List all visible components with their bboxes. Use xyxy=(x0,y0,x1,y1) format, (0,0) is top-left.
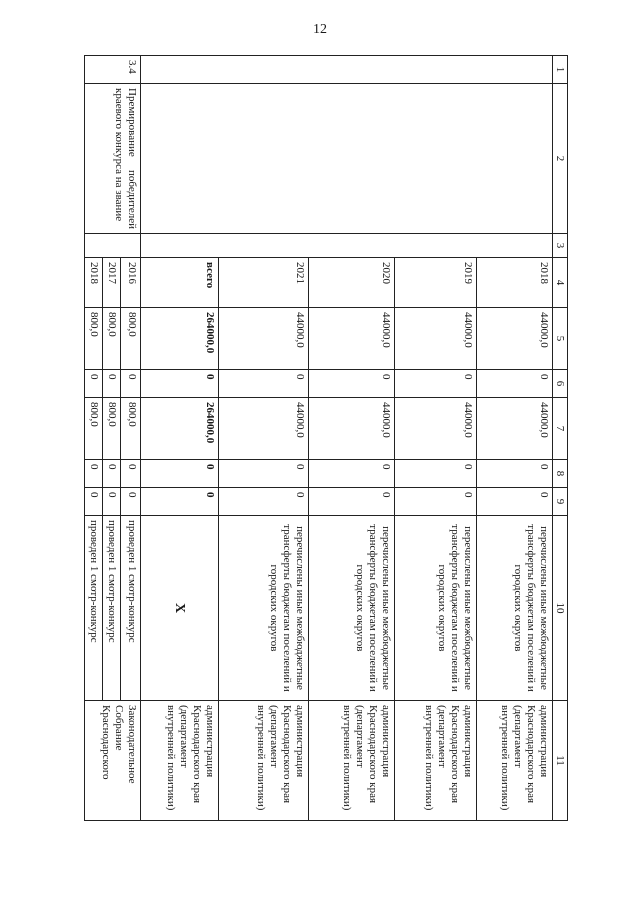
cell-value: 0 xyxy=(85,488,103,516)
cell-item-number: 3.4 xyxy=(85,56,141,84)
cell-empty xyxy=(85,234,141,258)
col-num: 8 xyxy=(553,460,568,488)
cell-result: перечислены иные межбюджетные трансферты бюджетам поселений и городских округов xyxy=(395,516,477,701)
col-num: 6 xyxy=(553,370,568,398)
cell-value: 0 xyxy=(309,370,395,398)
cell-year: 2019 xyxy=(395,258,477,308)
cell-value: 264000,0 xyxy=(141,308,219,370)
cell-value: 0 xyxy=(103,488,121,516)
cell-value: 800,0 xyxy=(121,308,141,370)
table-row xyxy=(477,56,553,821)
cell-year: 2017 xyxy=(103,258,121,308)
cell-value: 800,0 xyxy=(103,308,121,370)
cell-executor: администрация Краснодарского края (департамент внутренней политики) xyxy=(477,701,553,821)
cell-empty xyxy=(141,234,553,258)
cell-value: 0 xyxy=(121,460,141,488)
col-num: 9 xyxy=(553,488,568,516)
column-number-row xyxy=(553,56,568,821)
rotated-table-wrapper xyxy=(88,55,568,820)
cell-value: 0 xyxy=(141,370,219,398)
col-num: 3 xyxy=(553,234,568,258)
cell-result: перечислены иные межбюджетные трансферты бюджетам поселений и городских округов xyxy=(309,516,395,701)
page-number: 12 xyxy=(313,22,327,37)
cell-year: 2018 xyxy=(85,258,103,308)
cell-value: 0 xyxy=(219,460,309,488)
cell-value: 0 xyxy=(477,488,553,516)
col-num: 4 xyxy=(553,258,568,308)
cell-value: 0 xyxy=(85,370,103,398)
cell-value: 800,0 xyxy=(85,308,103,370)
cell-value: 0 xyxy=(141,488,219,516)
cell-value: 0 xyxy=(309,460,395,488)
cell-value: 0 xyxy=(395,488,477,516)
cell-value: 44000,0 xyxy=(219,308,309,370)
cell-value: 800,0 xyxy=(121,398,141,460)
cell-executor: администрация Краснодарского края (департамент внутренней политики) xyxy=(141,701,219,821)
cell-year: 2018 xyxy=(477,258,553,308)
col-num: 5 xyxy=(553,308,568,370)
col-num: 11 xyxy=(553,701,568,821)
cell-result: перечислены иные межбюджетные трансферты бюджетам поселений и городских округов xyxy=(477,516,553,701)
cell-value: 44000,0 xyxy=(219,398,309,460)
cell-executor: Законодательное Собрание Краснодарского xyxy=(85,701,141,821)
cell-executor: администрация Краснодарского края (департамент внутренней политики) xyxy=(219,701,309,821)
cell-year: 2020 xyxy=(309,258,395,308)
cell-result: X xyxy=(141,516,219,701)
cell-value: 44000,0 xyxy=(395,308,477,370)
col-num: 7 xyxy=(553,398,568,460)
cell-result: перечислены иные межбюджетные трансферты бюджетам поселений и городских округов xyxy=(219,516,309,701)
cell-value: 0 xyxy=(395,460,477,488)
cell-value: 0 xyxy=(121,370,141,398)
cell-value: 0 xyxy=(103,460,121,488)
cell-year: 2021 xyxy=(219,258,309,308)
cell-total-label: всего xyxy=(141,258,219,308)
cell-value: 0 xyxy=(477,370,553,398)
cell-value: 0 xyxy=(141,460,219,488)
cell-value: 44000,0 xyxy=(309,308,395,370)
col-num: 2 xyxy=(553,84,568,234)
cell-result: проведен 1 смотр-конкурс xyxy=(121,516,141,701)
program-table xyxy=(84,55,568,821)
cell-value: 44000,0 xyxy=(309,398,395,460)
cell-value: 0 xyxy=(395,370,477,398)
cell-value: 0 xyxy=(103,370,121,398)
col-num: 1 xyxy=(553,56,568,84)
cell-empty xyxy=(141,84,553,234)
cell-result: проведен 1 смотр-конкурс xyxy=(85,516,103,701)
cell-item-name: Премирование победителей краевого конкурса на звание xyxy=(85,84,141,234)
cell-value: 0 xyxy=(219,488,309,516)
cell-value: 0 xyxy=(219,370,309,398)
cell-value: 0 xyxy=(121,488,141,516)
col-num: 10 xyxy=(553,516,568,701)
table-row xyxy=(121,56,141,821)
cell-value: 44000,0 xyxy=(477,398,553,460)
cell-executor: администрация Краснодарского края (департамент внутренней политики) xyxy=(309,701,395,821)
cell-executor: администрация Краснодарского края (департамент внутренней политики) xyxy=(395,701,477,821)
cell-result: проведен 1 смотр-конкурс xyxy=(103,516,121,701)
cell-value: 0 xyxy=(309,488,395,516)
cell-value: 800,0 xyxy=(103,398,121,460)
cell-value: 44000,0 xyxy=(477,308,553,370)
cell-year: 2016 xyxy=(121,258,141,308)
cell-value: 0 xyxy=(477,460,553,488)
cell-value: 0 xyxy=(85,460,103,488)
cell-empty xyxy=(141,56,553,84)
cell-value: 264000,0 xyxy=(141,398,219,460)
cell-value: 800,0 xyxy=(85,398,103,460)
cell-value: 44000,0 xyxy=(395,398,477,460)
